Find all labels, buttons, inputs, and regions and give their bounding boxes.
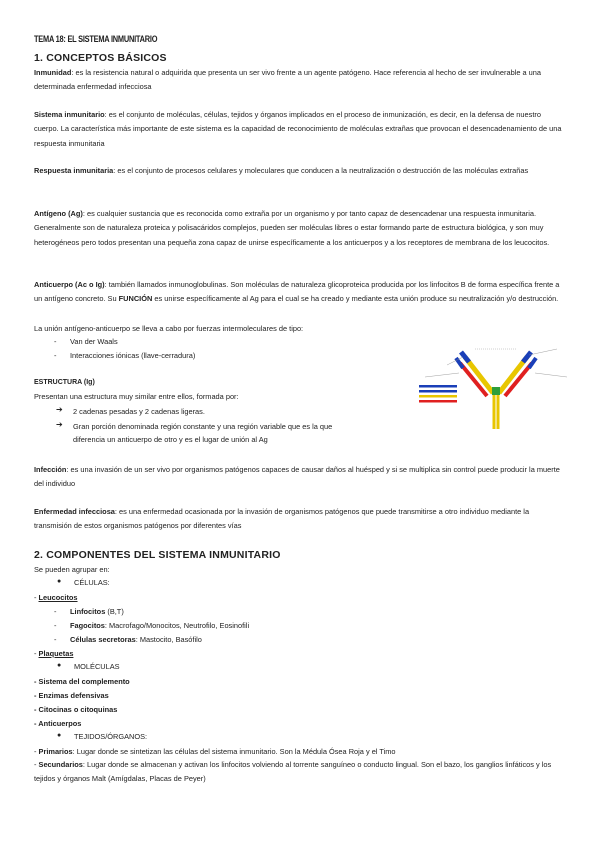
document-title: TEMA 18: EL SISTEMA INMUNITARIO bbox=[34, 34, 158, 45]
paragraph-secundarios: - Secundarios: Lugar donde se almacenan y activan los linfocitos volviendo al torrente sanguíneo o conducto lingual. Son el bazo, los ganglios linfáticos y los tejidos y órganos Malt (Amígdalas, Placas de Peyer) bbox=[34, 760, 552, 784]
list-item: - Citocinas o citoquinas bbox=[34, 705, 118, 714]
list-item: 2 cadenas pesadas y 2 cadenas ligeras. bbox=[73, 407, 205, 416]
term-respuesta: Respuesta inmunitaria bbox=[34, 166, 114, 175]
list-item: - Interacciones iónicas (llave-cerradura) bbox=[54, 351, 196, 360]
union-intro: La unión antígeno-anticuerpo se lleva a cabo por fuerzas intermoleculares de tipo: bbox=[34, 324, 304, 333]
section-heading-componentes: 2. COMPONENTES DEL SISTEMA INMUNITARIO bbox=[34, 549, 281, 561]
list-item: diferencia un anticuerpo de otro y es el lugar de unión al Ag bbox=[73, 435, 268, 444]
list-item: - Células secretoras: Mastocito, Basófilo bbox=[54, 635, 202, 644]
antibody-stem bbox=[492, 387, 500, 429]
paragraph-anticuerpo: Anticuerpo (Ac o Ig): también llamados inmunoglobulinas. Son moléculas de naturaleza glicoproteica producida por los linfocitos B de forma específica frente a un antígeno concreto. Su FUNCIÓN es unirse específicamente al Ag para el cual se ha creado y mediante esta unión produce su neutralización y/o destrucción. bbox=[34, 280, 560, 304]
paragraph-infeccion: Infección: es una invasión de un ser vivo por organismos patógenos capaces de causar daños al huésped y si se multiplica sin control puede producir la muerte del individuo bbox=[34, 465, 560, 489]
term-funcion: FUNCIÓN bbox=[118, 294, 153, 304]
estructura-intro: Presentan una estructura muy similar entre ellos, formada por: bbox=[34, 392, 239, 401]
section-heading-conceptos: 1. CONCEPTOS BÁSICOS bbox=[34, 52, 167, 64]
antibody-right-arm bbox=[499, 352, 536, 396]
term-sistema: Sistema inmunitario bbox=[34, 110, 105, 119]
tejidos-label: TEJIDOS/ÓRGANOS: bbox=[74, 732, 148, 741]
section2-intro: Se pueden agrupar en: bbox=[34, 565, 110, 574]
paragraph-antigeno: Antígeno (Ag): es cualquier sustancia que es reconocida como extraña por un organismo y por tanto capaz de desencadenar una respuesta inmunitaria. Generalmente son de naturaleza proteica y polisacáridos complejos, pueden ser moléculas libres o estar formando parte de estructura biológica, y son muy heterogéneos pero todos presentan una pequeña zona capaz de unirse específicamente a los anticuerpos y a los receptores de membrana de los leucocitos. bbox=[34, 209, 550, 247]
term-inmunidad: Inmunidad bbox=[34, 68, 72, 77]
plaquetas-label: - Plaquetas bbox=[34, 649, 74, 658]
term-infeccion: Infección bbox=[34, 465, 67, 474]
term-enfermedad: Enfermedad infecciosa bbox=[34, 507, 115, 516]
antibody-diagram bbox=[417, 343, 575, 431]
list-item: - Anticuerpos bbox=[34, 719, 82, 728]
list-item: - Fagocitos: Macrofago/Monocitos, Neutrofilo, Eosinofili bbox=[54, 621, 250, 630]
list-item: - Van der Waals bbox=[54, 337, 118, 346]
list-item: Gran porción denominada región constante y una región variable que es la que bbox=[73, 422, 333, 431]
celulas-label: CÉLULAS: bbox=[74, 578, 110, 587]
diagram-legend bbox=[419, 385, 457, 403]
term-secundarios: Secundarios bbox=[38, 760, 83, 769]
paragraph-sistema-inmunitario: Sistema inmunitario: es el conjunto de moléculas, células, tejidos y órganos implicados en el proceso de inmunización, es decir, en la defensa de nuestro cuerpo. La característica más importante de este sistema es la capacidad de reconocimiento de moléculas extrañas que provocan el desencadenamiento de una respuesta inmunitaria bbox=[34, 110, 562, 148]
paragraph-respuesta: Respuesta inmunitaria: es el conjunto de procesos celulares y moleculares que conducen a la neutralización o destrucción de las moléculas extrañas bbox=[34, 166, 529, 175]
paragraph-enfermedad: Enfermedad infecciosa: es una enfermedad ocasionada por la invasión de organismos patógenos que puede transmitirse a otro individuo mediante la transmisión de estos organismos patógenos por diferentes vías bbox=[34, 507, 530, 531]
diagram-leader-lines bbox=[425, 349, 567, 377]
list-item: - Linfocitos (B,T) bbox=[54, 607, 124, 616]
bullet-icon: ● bbox=[57, 662, 62, 669]
bullet-icon: ● bbox=[57, 578, 62, 585]
antibody-left-arm bbox=[456, 352, 493, 396]
primarios-line: - Primarios: Lugar donde se sintetizan las células del sistema inmunitario. Son la Médula Ósea Roja y el Timo bbox=[34, 747, 396, 756]
list-item: - Sistema del complemento bbox=[34, 677, 130, 686]
term-antigeno: Antígeno (Ag) bbox=[34, 209, 83, 218]
paragraph-inmunidad: Inmunidad: es la resistencia natural o adquirida que presenta un ser vivo frente a un agente patógeno. Hace referencia al hecho de ser invulnerable a una determinada enfermedad infecciosa bbox=[34, 68, 541, 92]
leucocitos-label: - Leucocitos bbox=[34, 593, 78, 602]
term-anticuerpo: Anticuerpo (Ac o Ig) bbox=[34, 280, 105, 289]
list-item: - Enzimas defensivas bbox=[34, 691, 109, 700]
moleculas-label: MOLÉCULAS bbox=[74, 662, 120, 671]
bullet-icon: ● bbox=[57, 732, 62, 739]
arrow-icon: ➔ bbox=[56, 405, 63, 414]
estructura-heading: ESTRUCTURA (Ig) bbox=[34, 379, 95, 386]
arrow-icon: ➔ bbox=[56, 420, 63, 429]
